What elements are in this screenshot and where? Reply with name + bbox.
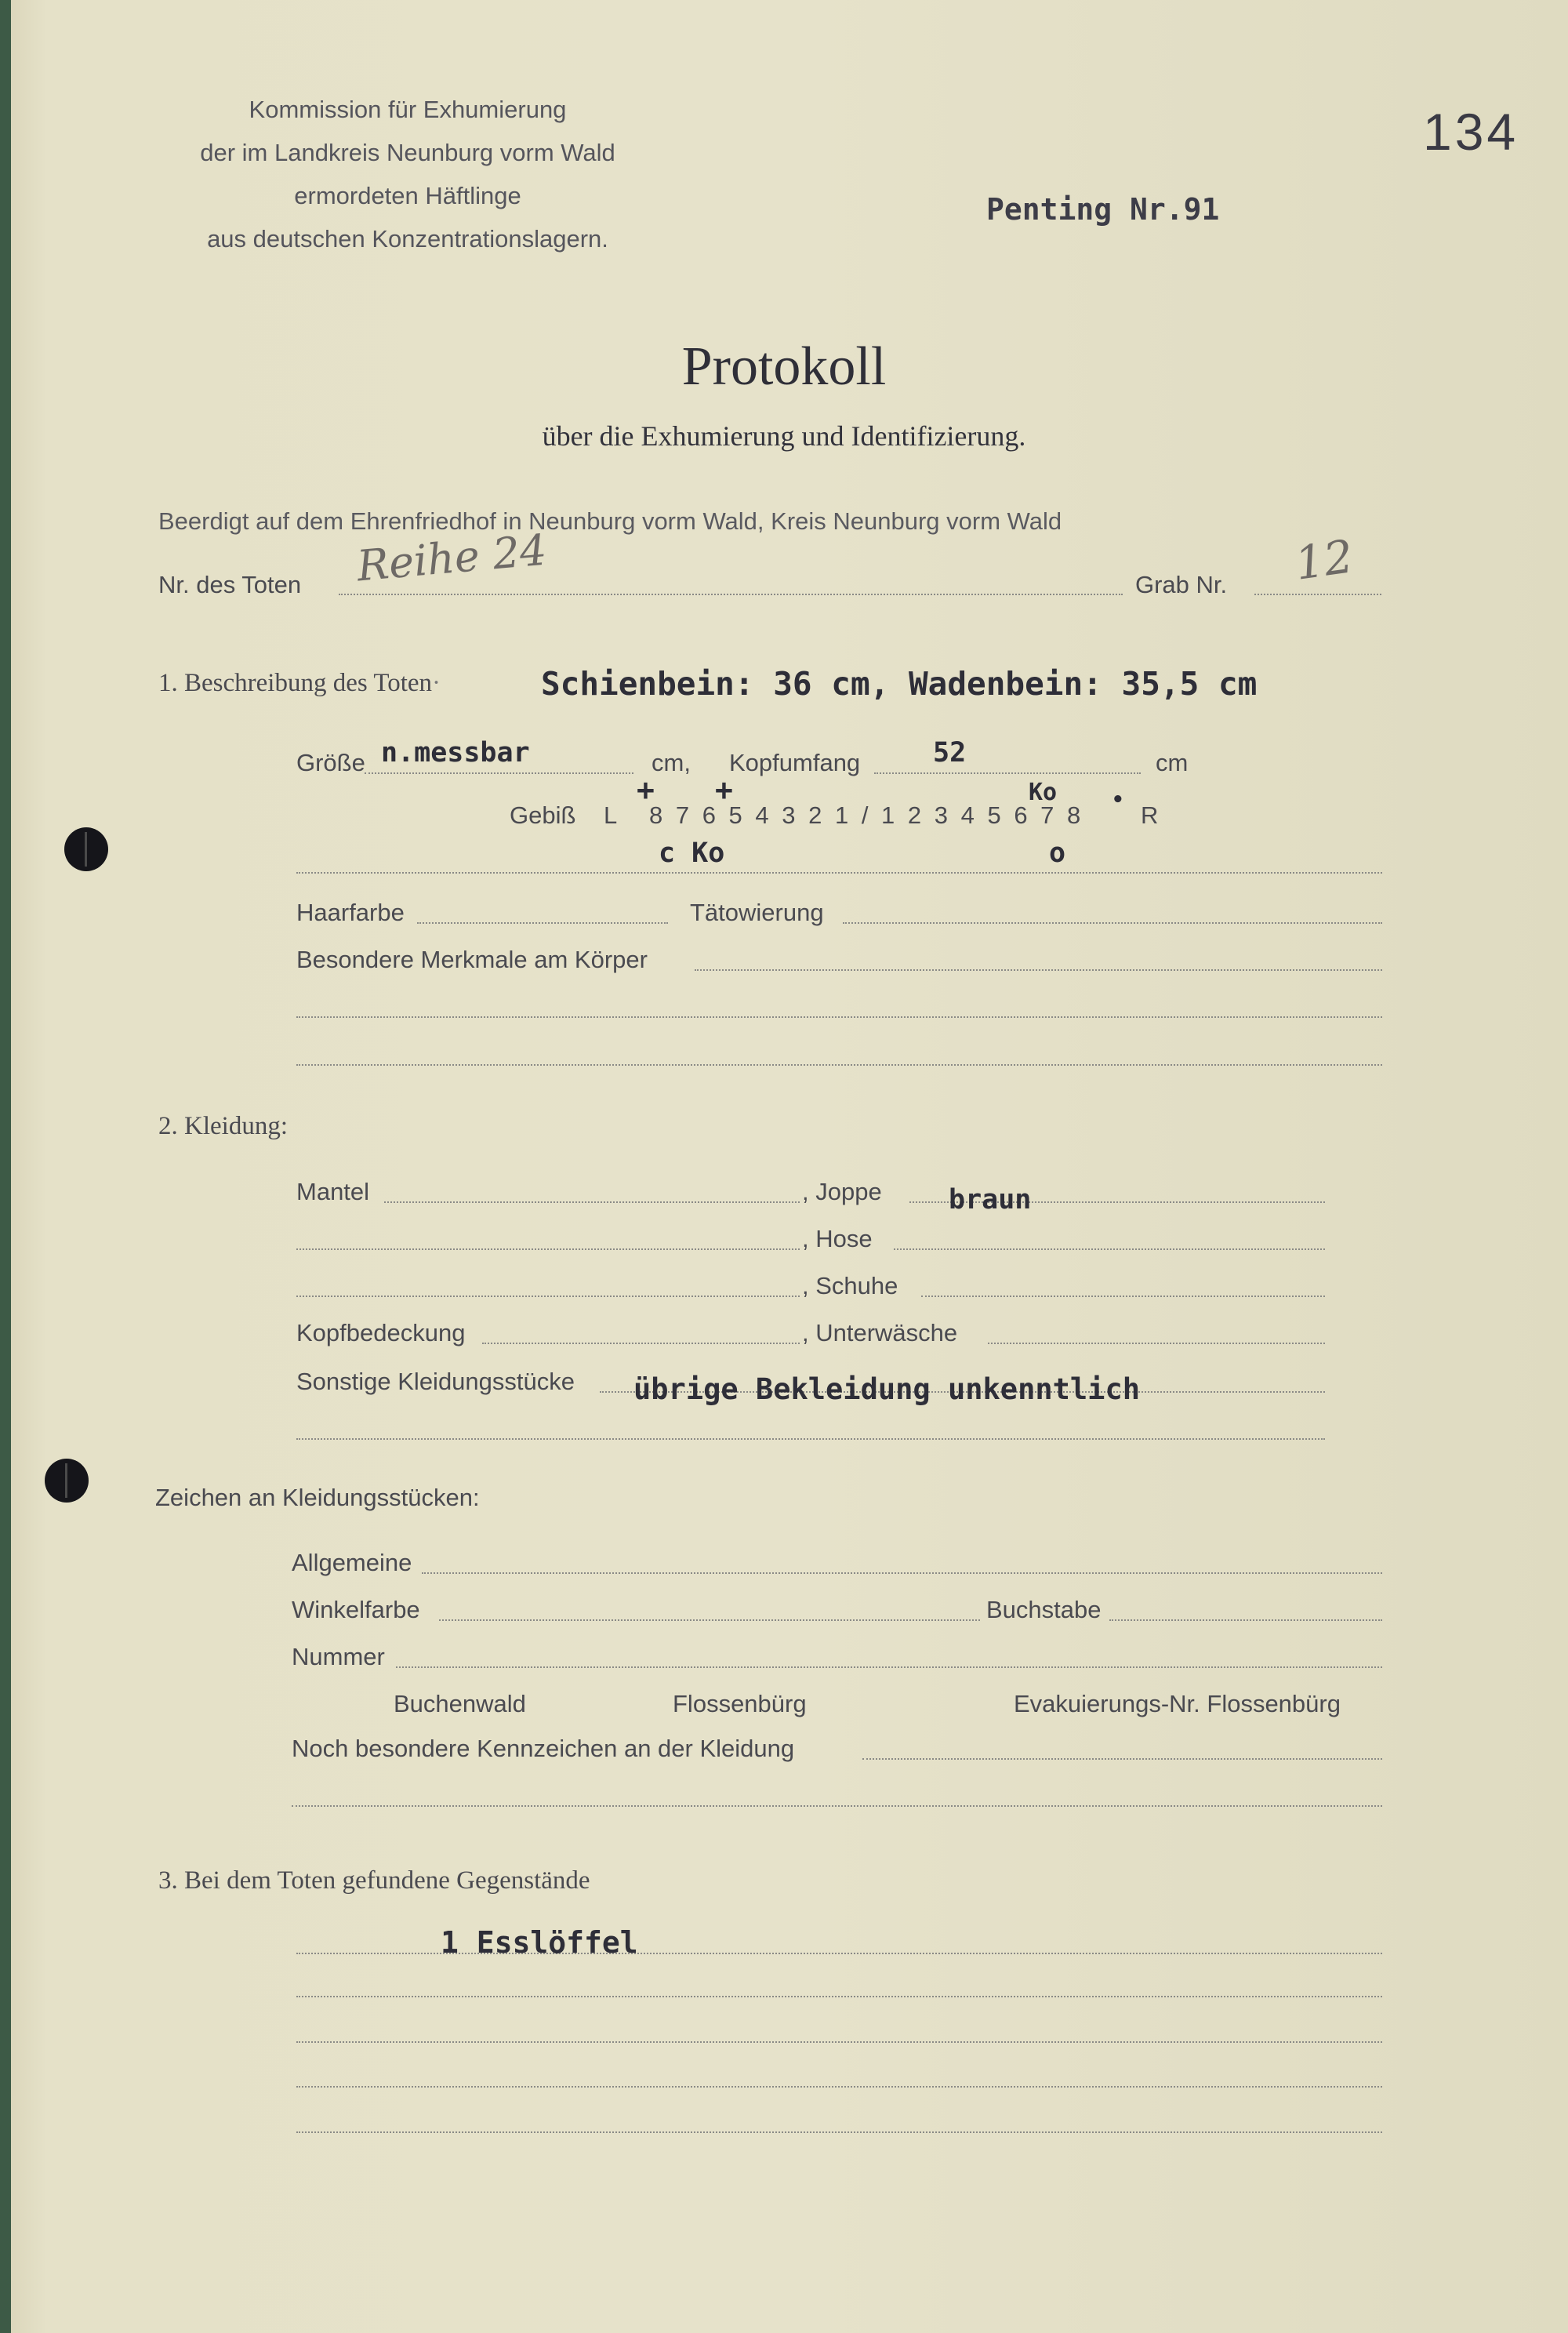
commission-header [149, 88, 666, 260]
kopfumfang-value: 52 [933, 737, 967, 769]
allgemeine-label: Allgemeine [292, 1549, 412, 1576]
grab-nr-line [1254, 594, 1381, 595]
groesse-line [365, 772, 633, 774]
buchstabe-label: Buchstabe [986, 1596, 1102, 1623]
page-number: 134 [1423, 103, 1519, 161]
hose-line [894, 1248, 1325, 1250]
section1-description: Schienbein: 36 cm, Wadenbein: 35,5 cm [541, 665, 1258, 703]
tooth-mark-plus-6: + [715, 772, 733, 807]
location-stamp: Penting Nr.91 [986, 192, 1220, 227]
nr-des-toten-value: Reihe 24 [354, 525, 549, 591]
groesse-label: Größe [296, 749, 365, 776]
unterwaesche-label: , Unterwäsche [802, 1319, 958, 1346]
noch-line-2 [292, 1805, 1382, 1807]
mantel-label: Mantel [296, 1178, 370, 1205]
evakuierung-label: Evakuierungs-Nr. Flossenbürg [1014, 1690, 1341, 1717]
sonstige-line-2 [296, 1438, 1325, 1440]
kopfbedeckung-label: Kopfbedeckung [296, 1319, 466, 1346]
commission-line-1: Kommission für Exhumierung [249, 96, 567, 123]
section1-heading: 1. Beschreibung des Toten· [158, 669, 441, 697]
merkmale-line [695, 969, 1382, 971]
page-title: Protokoll [681, 336, 887, 397]
merkmale-line-2 [296, 1016, 1382, 1018]
item-line-3 [296, 2041, 1382, 2043]
item-line-5 [296, 2131, 1382, 2133]
unterwaesche-line [988, 1343, 1325, 1344]
hose-label: , Hose [802, 1225, 873, 1252]
sonstige-value: übrige Bekleidung unkenntlich [633, 1372, 1141, 1406]
noch-line [862, 1758, 1382, 1760]
merkmale-label: Besondere Merkmale am Körper [296, 946, 648, 973]
page-subtitle: über die Exhumierung und Identifizierung. [542, 420, 1026, 452]
grab-nr-value: 12 [1291, 529, 1357, 591]
kopfbedeckung-line [482, 1343, 800, 1344]
schuhe-left-line [296, 1296, 800, 1297]
punch-hole-top [64, 827, 108, 871]
item-line-2 [296, 1996, 1382, 1997]
noch-label: Noch besondere Kennzeichen an der Kleidung [292, 1735, 795, 1762]
section2-heading: 2. Kleidung: [158, 1112, 288, 1140]
commission-line-4: aus deutschen Konzentrationslagern. [207, 225, 608, 253]
nr-des-toten-label: Nr. des Toten [158, 571, 302, 598]
item-line-4 [296, 2086, 1382, 2088]
section3-heading: 3. Bei dem Toten gefundene Gegenstände [158, 1866, 590, 1895]
mantel-line [384, 1201, 800, 1203]
joppe-value: braun [949, 1184, 1032, 1216]
tooth-mark-plus-8: + [637, 772, 655, 807]
schuhe-label: , Schuhe [802, 1272, 898, 1299]
nr-des-toten-line [339, 594, 1123, 595]
buchenwald-label: Buchenwald [394, 1690, 526, 1717]
winkelfarbe-line [439, 1619, 980, 1621]
gebiss-teeth: 8 7 6 5 4 3 2 1 / 1 2 3 4 5 6 7 8 [649, 801, 1084, 829]
taetowierung-line [843, 922, 1382, 924]
commission-line-3: ermordeten Häftlinge [294, 182, 521, 209]
nummer-label: Nummer [292, 1643, 385, 1670]
found-item: 1 Esslöffel [441, 1925, 638, 1960]
zeichen-heading: Zeichen an Kleidungsstücken: [155, 1484, 480, 1511]
kopfumfang-label: Kopfumfang [729, 749, 861, 776]
section1-heading-text: 1. Beschreibung des Toten [158, 669, 433, 697]
sonstige-label: Sonstige Kleidungsstücke [296, 1368, 575, 1395]
schuhe-line [921, 1296, 1325, 1297]
winkelfarbe-label: Winkelfarbe [292, 1596, 420, 1623]
groesse-unit: cm, [652, 749, 691, 776]
kopfumfang-unit: cm [1156, 749, 1189, 776]
joppe-label: , Joppe [802, 1178, 882, 1205]
punch-hole-bottom [45, 1459, 89, 1503]
kopfumfang-line [874, 772, 1141, 774]
tooth-mark-ko-top: Ko [1029, 779, 1058, 806]
taetowierung-label: Tätowierung [690, 899, 824, 926]
merkmale-line-3 [296, 1064, 1382, 1066]
flossenbuerg-label: Flossenbürg [673, 1690, 807, 1717]
tooth-mark-dot: • [1112, 788, 1124, 812]
tooth-mark-o: o [1049, 838, 1066, 869]
buchstabe-line [1109, 1619, 1382, 1621]
haarfarbe-line [417, 922, 668, 924]
gebiss-left: L [604, 801, 618, 829]
allgemeine-line [422, 1572, 1382, 1574]
hose-left-line [296, 1248, 800, 1250]
commission-line-2: der im Landkreis Neunburg vorm Wald [200, 139, 615, 166]
grab-nr-label: Grab Nr. [1135, 571, 1228, 598]
tooth-mark-c-ko: c Ko [659, 838, 725, 869]
nummer-line [396, 1666, 1382, 1668]
gebiss-label: Gebiß [510, 801, 576, 829]
groesse-value: n.messbar [381, 737, 530, 769]
gebiss-underline [296, 872, 1382, 874]
burial-text: Beerdigt auf dem Ehrenfriedhof in Neunburg vorm Wald, Kreis Neunburg vorm Wald [158, 507, 1062, 535]
gebiss-right: R [1141, 801, 1159, 829]
haarfarbe-label: Haarfarbe [296, 899, 405, 926]
